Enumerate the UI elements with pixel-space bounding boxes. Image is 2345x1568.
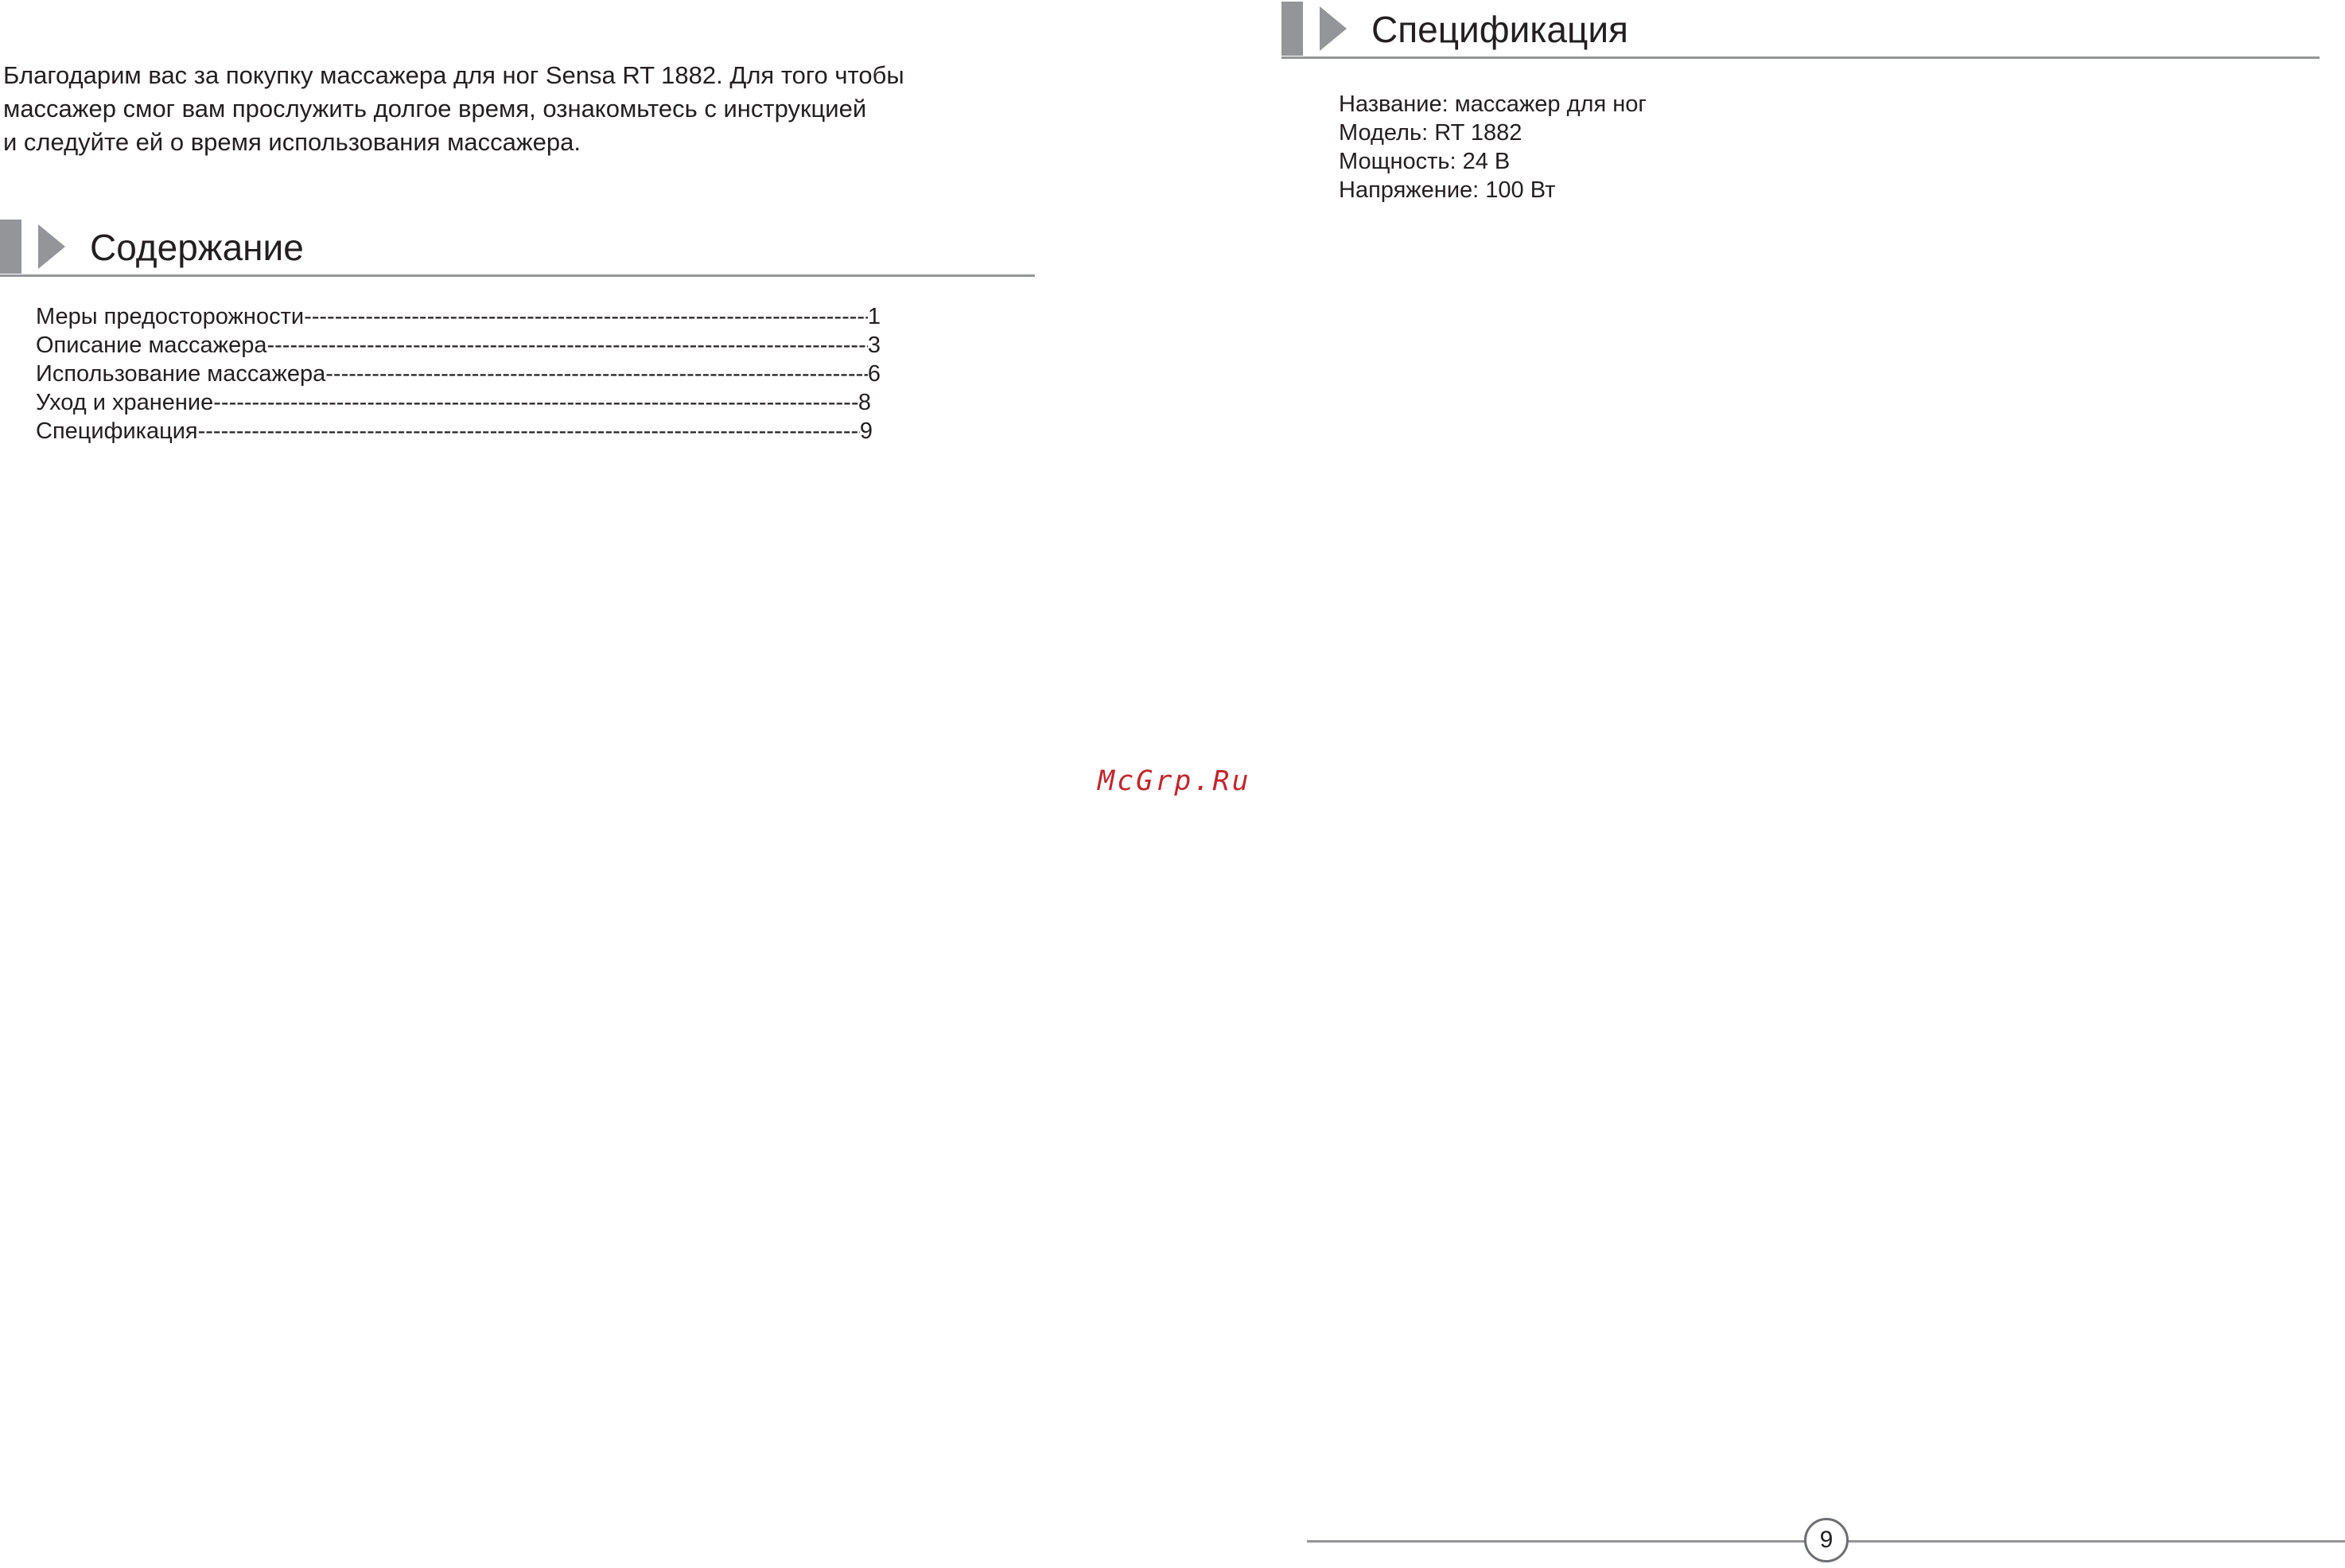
- toc-leader: [213, 388, 858, 417]
- toc-item-page: 9: [859, 418, 873, 444]
- toc-item-page: 6: [867, 361, 881, 387]
- toc-leader: [304, 302, 868, 331]
- section-bar: [0, 220, 21, 274]
- spec-name: Название: массажер для ног: [1339, 91, 1647, 117]
- section-rule: [1281, 56, 2320, 59]
- toc-item[interactable]: [36, 417, 873, 445]
- toc-item-label: Меры предосторожности: [36, 304, 305, 329]
- specification-list: [1339, 90, 1647, 204]
- toc-leader: [325, 360, 868, 388]
- intro-line: Благодарим вас за покупку массажера для ног Sensa RT 1882. Для того чтобы: [3, 61, 904, 89]
- toc-item[interactable]: [36, 302, 881, 331]
- toc-item[interactable]: [36, 331, 881, 360]
- section-bar: [1281, 2, 1303, 56]
- toc-item[interactable]: [36, 360, 881, 388]
- intro-line: массажер смог вам прослужить долгое время, ознакомьтесь с инструкцией: [3, 95, 867, 123]
- intro-paragraph: [3, 59, 1021, 159]
- toc-item-page: 8: [858, 390, 871, 415]
- specification-section-header: [1281, 2, 2320, 59]
- table-of-contents: [36, 302, 881, 445]
- toc-item[interactable]: [36, 388, 871, 417]
- contents-title: Содержание: [90, 227, 304, 268]
- specification-title: Спецификация: [1371, 9, 1628, 50]
- intro-line: и следуйте ей о время использования массажера.: [3, 128, 581, 156]
- toc-item-page: 1: [867, 304, 881, 329]
- toc-item-label: Описание массажера: [36, 333, 267, 358]
- spec-model: Модель: RT 1882: [1339, 120, 1522, 146]
- toc-leader: [198, 417, 860, 445]
- toc-leader: [266, 331, 867, 360]
- toc-item-page: 3: [867, 333, 881, 358]
- section-rule: [0, 274, 1035, 277]
- spec-voltage: Напряжение: 100 Вт: [1339, 177, 1556, 203]
- triangle-arrow-right-icon: [38, 224, 65, 269]
- contents-section-header: [0, 220, 1035, 277]
- toc-item-label: Использование массажера: [36, 361, 326, 387]
- toc-item-label: Уход и хранение: [36, 390, 214, 415]
- triangle-arrow-right-icon: [1320, 6, 1347, 51]
- toc-item-label: Спецификация: [36, 418, 198, 444]
- spec-power: Мощность: 24 В: [1339, 149, 1511, 174]
- watermark: McGrp.Ru: [1098, 765, 1251, 797]
- page-number: 9: [1804, 1518, 1849, 1562]
